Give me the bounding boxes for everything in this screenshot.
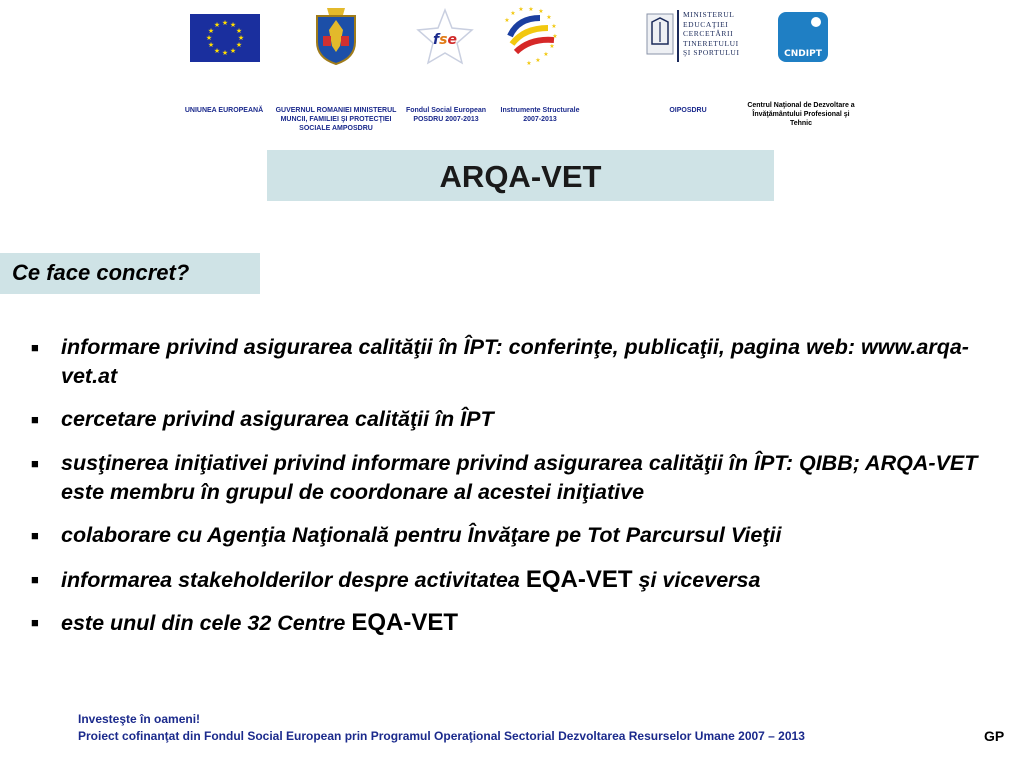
svg-text:★: ★	[526, 60, 532, 67]
fse-caption: Fondul Social European POSDRU 2007-2013	[405, 107, 487, 123]
bullet-square-icon: ■	[31, 615, 39, 630]
svg-text:★: ★	[549, 43, 555, 50]
list-item-text: colaborare cu Agenţia Naţională pentru Învăţare pe Tot Parcursul Vieţii	[61, 523, 782, 547]
romania-crest-icon	[313, 6, 359, 66]
ministry-logo-icon	[645, 8, 740, 64]
svg-text:★: ★	[504, 17, 510, 24]
svg-text:★: ★	[518, 6, 524, 13]
ministry-line: EDUCAŢIEI	[683, 19, 729, 29]
eqa-vet-highlight: EQA-VET	[351, 609, 459, 636]
svg-text:★: ★	[237, 34, 245, 42]
cndipt-logo-icon	[778, 12, 828, 62]
svg-text:★: ★	[535, 57, 541, 64]
ministry-line: TINERETULUI	[683, 38, 739, 48]
section-heading: Ce face concret?	[12, 260, 190, 285]
structural-instruments-logo-icon	[500, 4, 562, 68]
svg-text:★: ★	[213, 21, 221, 29]
bullet-square-icon: ■	[31, 572, 39, 587]
eu-caption: UNIUNEA EUROPEANĂ	[184, 107, 264, 114]
bullet-list	[28, 333, 998, 638]
footer	[78, 711, 805, 745]
list-item-text: susţinerea iniţiativei privind informare privind asigurarea calităţii în ÎPT: QIBB; ARQA-VET este membru în grupul de coordonare al acestei iniţiative	[61, 451, 978, 504]
cndipt-caption: Centrul Naţional de Dezvoltare a Învăţământului Profesional şi Tehnic	[747, 102, 855, 127]
svg-text:★: ★	[205, 34, 213, 42]
list-item-text: şi viceversa	[632, 568, 761, 592]
svg-text:★: ★	[510, 10, 516, 17]
page-title: ARQA-VET	[439, 159, 602, 194]
svg-text:★: ★	[552, 33, 558, 40]
is-caption: Instrumente Structurale 2007-2013	[500, 107, 580, 123]
svg-text:fse: fse	[433, 32, 457, 48]
ministry-line: MINISTERUL	[683, 10, 735, 19]
ministry-line: CERCETĂRII	[683, 29, 734, 38]
list-item	[28, 449, 998, 507]
list-item-text: cercetare privind asigurarea calităţii în ÎPT	[61, 407, 494, 431]
svg-text:★: ★	[221, 19, 229, 27]
footer-project-line: Proiect cofinanţat din Fondul Social European prin Programul Operaţional Sectorial Dezvoltarea Resurselor Umane 2007 – 2013	[78, 729, 805, 743]
list-item	[28, 565, 998, 595]
svg-text:★: ★	[235, 27, 243, 35]
cndipt-text: CNDIPT	[784, 49, 822, 59]
svg-text:★: ★	[543, 51, 549, 58]
svg-text:★: ★	[229, 47, 237, 55]
list-item	[28, 333, 998, 391]
bullet-square-icon: ■	[31, 528, 39, 543]
bullet-square-icon: ■	[31, 412, 39, 427]
list-item	[28, 608, 998, 638]
svg-text:★: ★	[538, 8, 544, 15]
svg-text:★: ★	[229, 21, 237, 29]
eu-flag-icon	[190, 14, 260, 62]
svg-text:★: ★	[207, 27, 215, 35]
ministry-line: ŞI SPORTULUI	[683, 48, 740, 57]
svg-text:★: ★	[207, 41, 215, 49]
gov-caption: GUVERNUL ROMANIEI MINISTERUL MUNCII, FAMILIEI ŞI PROTECŢIEI SOCIALE AMPOSDRU	[275, 107, 397, 132]
list-item-text: informarea stakeholderilor despre activitatea	[61, 568, 526, 592]
list-item	[28, 521, 998, 550]
svg-text:★: ★	[213, 47, 221, 55]
footer-slogan: Investeşte în oameni!	[78, 712, 201, 726]
oip-caption: OIPOSDRU	[669, 107, 707, 114]
list-item	[28, 405, 998, 434]
svg-text:★: ★	[551, 23, 557, 30]
section-heading-box	[0, 253, 260, 294]
svg-text:★: ★	[221, 49, 229, 57]
svg-text:★: ★	[235, 41, 243, 49]
svg-text:★: ★	[528, 6, 534, 13]
bullet-square-icon: ■	[31, 340, 39, 355]
bullet-square-icon: ■	[31, 456, 39, 471]
eqa-vet-highlight: EQA-VET	[525, 566, 633, 593]
svg-text:★: ★	[546, 14, 552, 21]
corner-initials: GP	[984, 728, 1005, 744]
title-banner	[267, 150, 774, 201]
list-item-text: informare privind asigurarea calităţii în ÎPT: conferinţe, publicaţii, pagina web: www.arqa-vet.at	[61, 335, 969, 388]
list-item-text: este unul din cele 32 Centre	[61, 611, 352, 635]
fse-logo-icon	[416, 8, 474, 66]
